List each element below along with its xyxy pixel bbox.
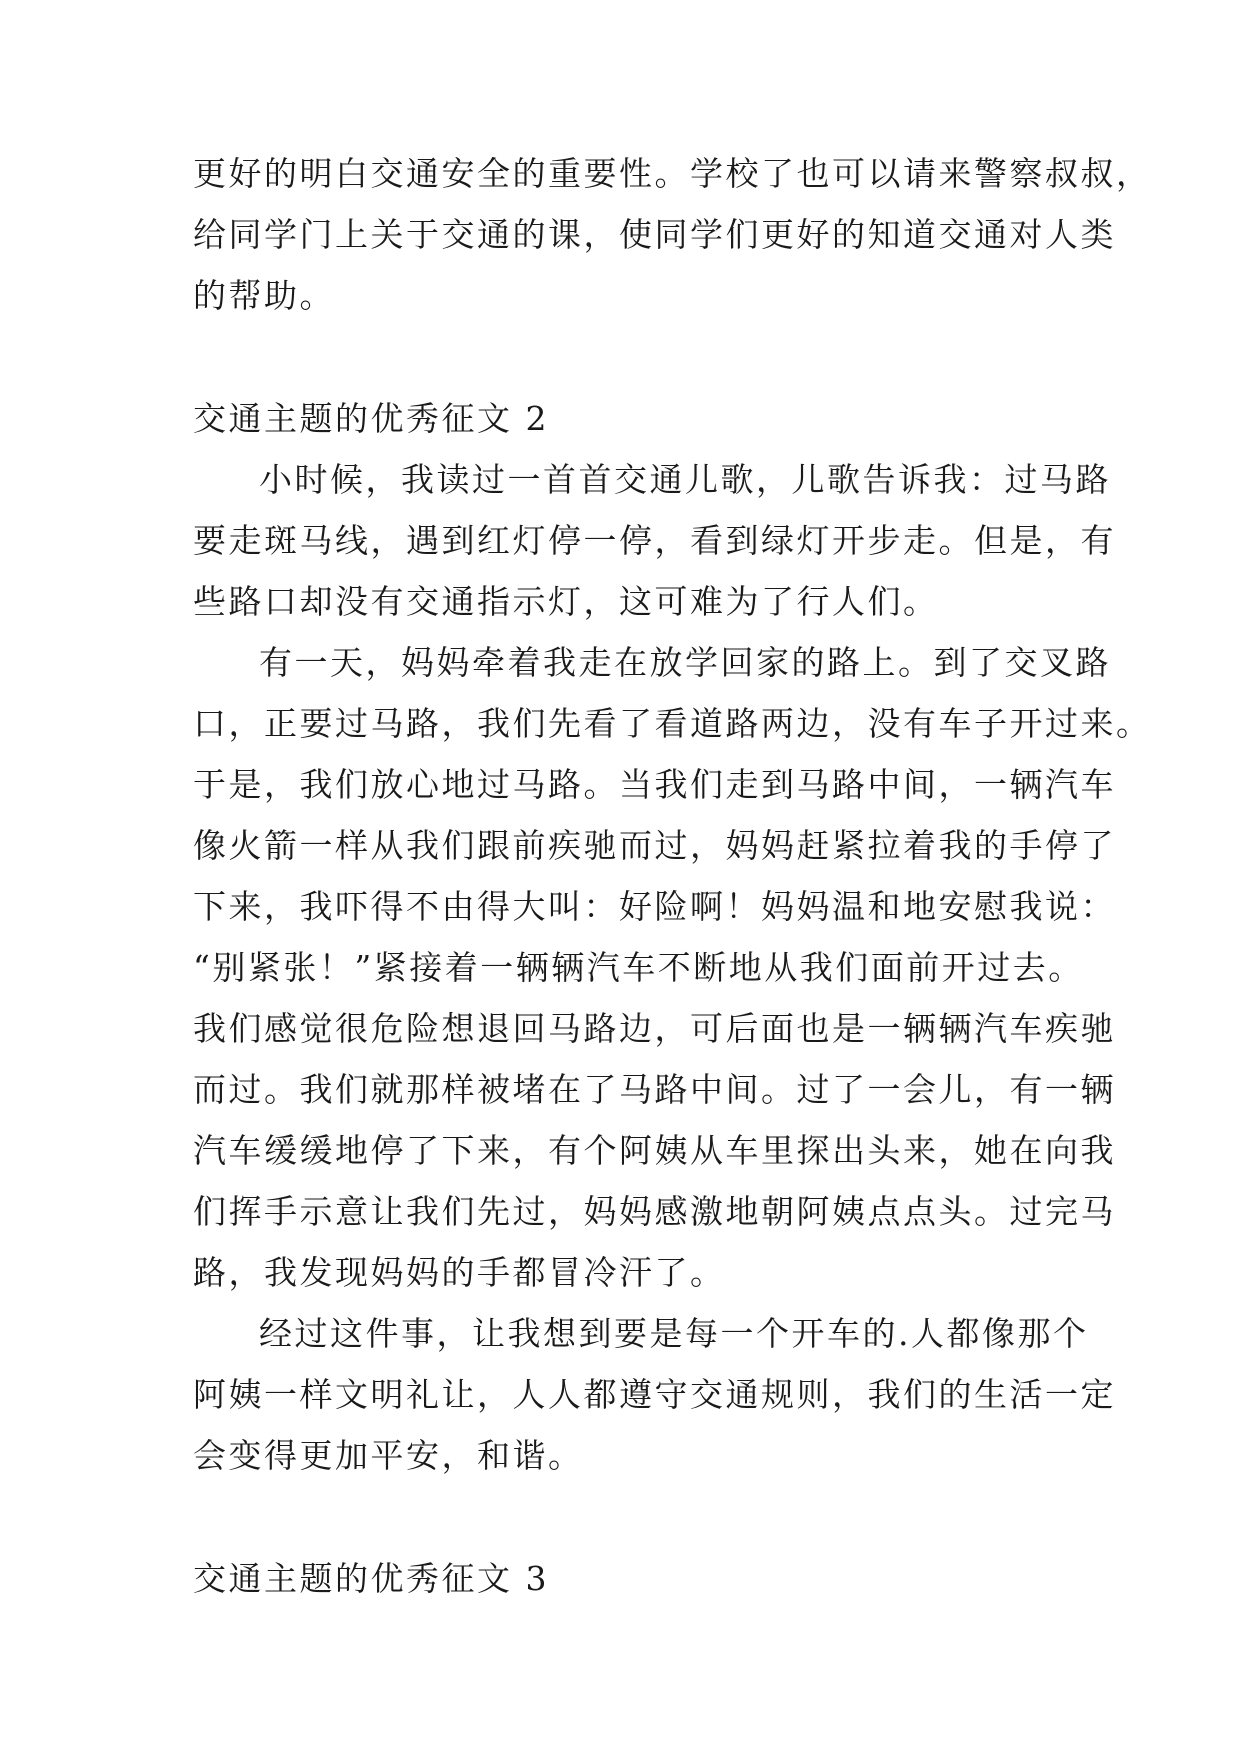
text-line: 而过。我们就那样被堵在了马路中间。过了一会儿，有一辆 <box>193 1070 1116 1109</box>
text-line: 我们感觉很危险想退回马路边，可后面也是一辆辆汽车疾驰 <box>193 1009 1116 1048</box>
section-heading-3: 交通主题的优秀征文 3 <box>193 1559 549 1598</box>
text-line: 们挥手示意让我们先过，妈妈感激地朝阿姨点点头。过完马 <box>193 1192 1116 1231</box>
text-line: 于是，我们放心地过马路。当我们走到马路中间，一辆汽车 <box>193 765 1116 804</box>
text-line: 汽车缓缓地停了下来，有个阿姨从车里探出头来，她在向我 <box>193 1131 1116 1170</box>
text-line: 经过这件事，让我想到要是每一个开车的.人都像那个 <box>259 1314 1089 1353</box>
text-line: 小时候，我读过一首首交通儿歌，儿歌告诉我：过马路 <box>259 460 1111 499</box>
section-heading-2: 交通主题的优秀征文 2 <box>193 399 549 438</box>
text-line: “别紧张！”紧接着一辆辆汽车不断地从我们面前开过去。 <box>193 948 1084 987</box>
text-line: 路，我发现妈妈的手都冒冷汗了。 <box>193 1253 726 1292</box>
text-line: 给同学门上关于交通的课，使同学们更好的知道交通对人类 <box>193 215 1116 254</box>
text-line: 像火箭一样从我们跟前疾驰而过，妈妈赶紧拉着我的手停了 <box>193 826 1116 865</box>
text-line: 阿姨一样文明礼让，人人都遵守交通规则，我们的生活一定 <box>193 1375 1116 1414</box>
text-line: 更好的明白交通安全的重要性。学校了也可以请来警察叔叔， <box>193 154 1152 193</box>
text-line: 下来，我吓得不由得大叫：好险啊！妈妈温和地安慰我说： <box>193 887 1116 926</box>
text-line: 的帮助。 <box>193 276 335 315</box>
text-line: 些路口却没有交通指示灯，这可难为了行人们。 <box>193 582 939 621</box>
text-line: 口，正要过马路，我们先看了看道路两边，没有车子开过来。 <box>193 704 1152 743</box>
text-line: 会变得更加平安，和谐。 <box>193 1436 584 1475</box>
text-line: 要走斑马线，遇到红灯停一停，看到绿灯开步走。但是，有 <box>193 521 1116 560</box>
text-line: 有一天，妈妈牵着我走在放学回家的路上。到了交叉路 <box>259 643 1111 682</box>
